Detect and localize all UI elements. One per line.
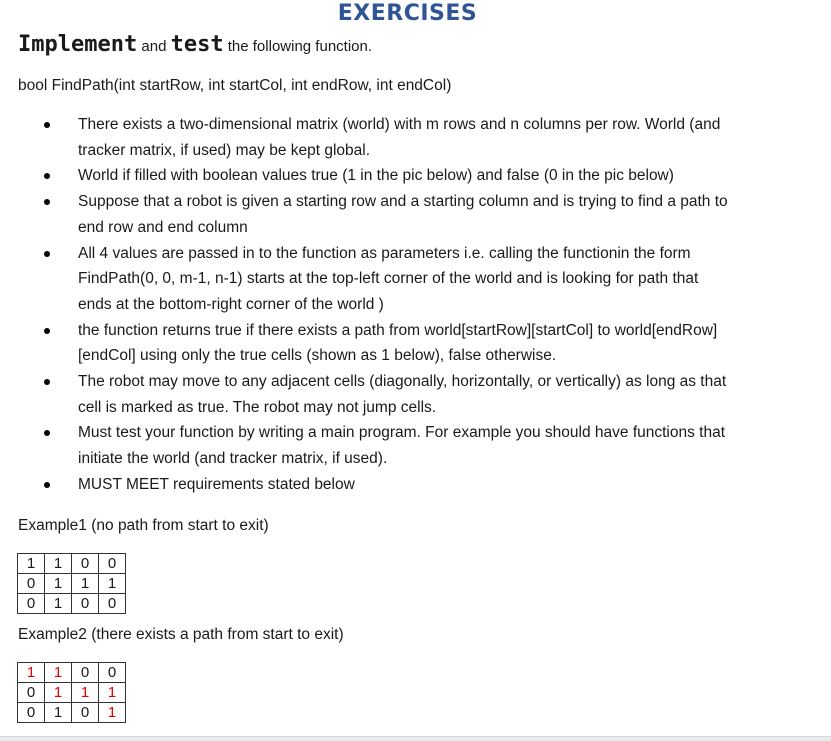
- requirement-item: [0, 472, 800, 498]
- requirement-line: end row and end column: [78, 218, 248, 236]
- requirement-item: [0, 420, 800, 471]
- example1-label: Example1 (no path from start to exit): [18, 517, 269, 534]
- bullet-icon: [44, 482, 50, 488]
- requirement-item: [0, 163, 800, 189]
- grid-cell: 1: [45, 703, 72, 723]
- grid-cell: 1: [72, 683, 99, 703]
- example1-grid: [17, 553, 126, 614]
- task-heading: [18, 32, 372, 57]
- grid-cell: 0: [18, 703, 45, 723]
- requirement-item: [0, 318, 800, 369]
- implement-keyword: Implement: [18, 32, 138, 57]
- example2-label: Example2 (there exists a path from start to exit): [18, 626, 344, 643]
- grid-row: [18, 663, 126, 683]
- grid-cell: 0: [99, 554, 126, 574]
- requirement-line: MUST MEET requirements stated below: [78, 475, 355, 493]
- grid-row: [18, 594, 126, 614]
- grid-cell: 0: [72, 554, 99, 574]
- grid-row: [18, 703, 126, 723]
- grid-row: [18, 683, 126, 703]
- grid-cell: 0: [72, 594, 99, 614]
- example2-grid: [17, 662, 126, 723]
- grid-cell: 1: [99, 703, 126, 723]
- requirement-line: Suppose that a robot is given a starting row and a starting column and is trying to find a path to: [78, 193, 728, 211]
- grid-cell: 0: [72, 703, 99, 723]
- requirement-line: FindPath(0, 0, m-1, n-1) starts at the top-left corner of the world and is looking for path that: [78, 270, 699, 288]
- grid-cell: 1: [45, 663, 72, 683]
- page-title: EXERCISES: [337, 1, 478, 26]
- and-word: and: [141, 38, 167, 55]
- grid-cell: 1: [99, 683, 126, 703]
- grid-cell: 0: [18, 594, 45, 614]
- bullet-icon: [44, 328, 50, 334]
- requirement-line: cell is marked as true. The robot may not jump cells.: [78, 398, 437, 416]
- grid-cell: 0: [72, 663, 99, 683]
- grid-cell: 1: [18, 554, 45, 574]
- requirement-line: All 4 values are passed in to the function as parameters i.e. calling the functionin the form: [78, 244, 691, 262]
- requirement-line: The robot may move to any adjacent cells (diagonally, horizontally, or vertically) as long as that: [78, 373, 727, 391]
- grid-cell: 0: [18, 683, 45, 703]
- grid-cell: 1: [45, 683, 72, 703]
- grid-cell: 0: [99, 594, 126, 614]
- requirement-item: [0, 112, 800, 163]
- heading-rest: the following function.: [227, 38, 373, 55]
- grid-cell: 1: [45, 594, 72, 614]
- bullet-icon: [44, 199, 50, 205]
- requirement-line: [endCol] using only the true cells (shown as 1 below), false otherwise.: [78, 347, 557, 365]
- bullet-icon: [44, 430, 50, 436]
- bottom-divider: [0, 736, 831, 741]
- grid-cell: 1: [45, 574, 72, 594]
- grid-cell: 1: [45, 554, 72, 574]
- requirement-item: [0, 369, 800, 420]
- requirement-line: initiate the world (and tracker matrix, if used).: [78, 450, 388, 468]
- requirement-line: the function returns true if there exists a path from world[startRow][startCol] to world[endRow]: [78, 321, 718, 339]
- requirement-line: There exists a two-dimensional matrix (world) with m rows and n columns per row. World (and: [78, 116, 721, 133]
- requirement-item: [0, 241, 800, 318]
- test-keyword: test: [170, 32, 224, 57]
- grid-cell: 0: [99, 663, 126, 683]
- grid-row: [18, 554, 126, 574]
- bullet-icon: [44, 122, 50, 128]
- requirement-line: ends at the bottom-right corner of the world ): [78, 295, 384, 313]
- grid-cell: 0: [18, 574, 45, 594]
- bullet-icon: [44, 173, 50, 179]
- grid-row: [18, 574, 126, 594]
- grid-cell: 1: [99, 574, 126, 594]
- requirement-item: [0, 189, 800, 240]
- grid-cell: 1: [18, 663, 45, 683]
- bullet-icon: [44, 379, 50, 385]
- requirements-list: [0, 112, 800, 498]
- requirement-line: tracker matrix, if used) may be kept global.: [78, 141, 371, 159]
- bullet-icon: [44, 251, 50, 257]
- function-signature: bool FindPath(int startRow, int startCol, int endRow, int endCol): [18, 77, 452, 94]
- requirement-line: Must test your function by writing a main program. For example you should have functions that: [78, 424, 726, 442]
- requirement-line: World if filled with boolean values true (1 in the pic below) and false (0 in the pic below): [78, 167, 674, 185]
- grid-cell: 1: [72, 574, 99, 594]
